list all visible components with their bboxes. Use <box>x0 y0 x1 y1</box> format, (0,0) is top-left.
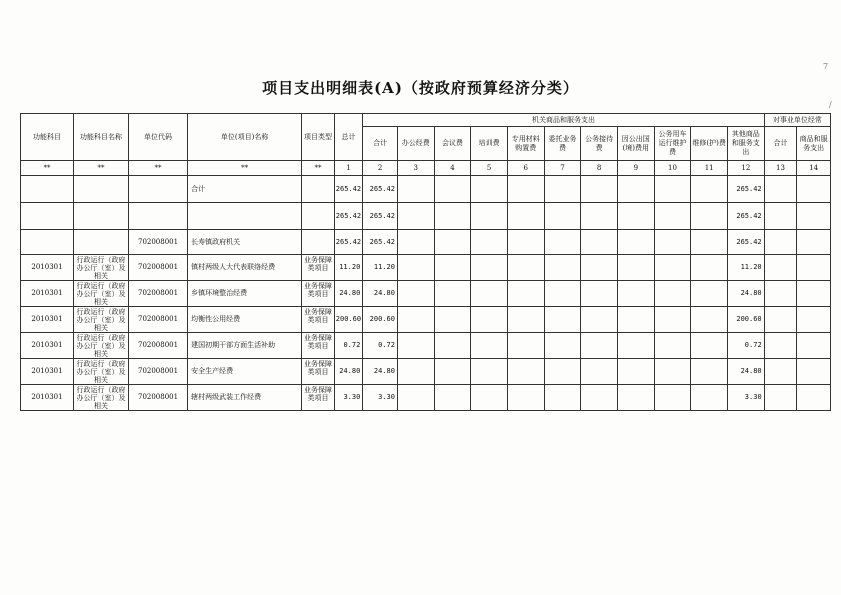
cell-empty <box>654 203 691 230</box>
cell-func-code: 2010301 <box>21 255 74 281</box>
cell-unit-name: 长寿镇政府机关 <box>188 230 302 255</box>
cell-empty <box>797 230 831 255</box>
cell-total: 24.80 <box>334 281 363 307</box>
table-row <box>21 307 831 333</box>
cell-total: 24.80 <box>334 359 363 385</box>
cell-empty <box>581 307 618 333</box>
cell-func-code: 2010301 <box>21 333 74 359</box>
cell-unit-code: 702008001 <box>128 255 187 281</box>
header-func-code: 功能科目 <box>21 114 74 161</box>
cell-empty <box>507 176 544 203</box>
cell-subtotal: 265.42 <box>363 203 398 230</box>
cell-empty <box>764 230 797 255</box>
cell-empty <box>581 176 618 203</box>
cell-empty <box>654 176 691 203</box>
cell-empty <box>471 203 508 230</box>
header-sub: 合计 <box>363 127 398 161</box>
cell-empty <box>654 307 691 333</box>
index-cell: 8 <box>581 161 618 176</box>
cell-unit-code: 702008001 <box>128 281 187 307</box>
cell-total: 200.60 <box>334 307 363 333</box>
cell-empty <box>544 230 581 255</box>
cell-project-type <box>302 230 335 255</box>
cell-subtotal: 24.80 <box>363 359 398 385</box>
index-cell: 11 <box>691 161 728 176</box>
table-row <box>21 385 831 411</box>
cell-empty <box>654 255 691 281</box>
cell-empty <box>507 359 544 385</box>
cell-total: 265.42 <box>334 230 363 255</box>
cell-unit-name: 建国初期干部方面生活补助 <box>188 333 302 359</box>
cell-empty <box>434 176 471 203</box>
cell-func-name-text: 行政运行（政府办公厅（室）及相关 <box>76 359 126 384</box>
cell-empty <box>581 230 618 255</box>
cell-empty <box>764 307 797 333</box>
cell-func-name <box>73 307 128 333</box>
cell-empty <box>617 176 654 203</box>
cell-empty <box>471 359 508 385</box>
cell-empty <box>397 281 434 307</box>
cell-empty <box>654 385 691 411</box>
cell-empty <box>507 203 544 230</box>
cell-empty <box>691 230 728 255</box>
index-cell: ** <box>21 161 74 176</box>
cell-func-code: 2010301 <box>21 359 74 385</box>
cell-func-code: 2010301 <box>21 281 74 307</box>
cell-empty <box>764 359 797 385</box>
header-sub: 公务用车运行维护费 <box>654 127 691 161</box>
cell-unit-code: 702008001 <box>128 230 187 255</box>
header-sub: 合计 <box>764 127 797 161</box>
cell-empty <box>797 203 831 230</box>
cell-other-goods: 265.42 <box>727 176 764 203</box>
cell-empty <box>617 230 654 255</box>
cell-empty <box>654 359 691 385</box>
cell-empty <box>471 333 508 359</box>
cell-empty <box>617 333 654 359</box>
cell-func-name-text <box>75 230 127 254</box>
cell-empty <box>507 385 544 411</box>
cell-empty <box>797 176 831 203</box>
cell-project-type-text: 业务保障类项目 <box>303 307 332 324</box>
cell-empty <box>764 176 797 203</box>
cell-total: 265.42 <box>334 176 363 203</box>
cell-func-code <box>21 176 74 203</box>
table-row <box>21 281 831 307</box>
cell-empty <box>691 176 728 203</box>
cell-empty <box>471 385 508 411</box>
cell-empty <box>797 281 831 307</box>
cell-empty <box>581 333 618 359</box>
cell-empty <box>581 281 618 307</box>
cell-empty <box>434 203 471 230</box>
header-func-name: 功能科目名称 <box>73 114 128 161</box>
cell-empty <box>764 385 797 411</box>
edge-mark-side: / <box>829 100 832 109</box>
cell-func-name <box>73 359 128 385</box>
cell-empty <box>691 255 728 281</box>
expenditure-table <box>20 113 831 411</box>
cell-unit-name: 均衡性公用经费 <box>188 307 302 333</box>
cell-func-name-text <box>75 204 127 228</box>
cell-empty <box>764 203 797 230</box>
cell-empty <box>507 333 544 359</box>
header-sub: 维修(护)费 <box>691 127 728 161</box>
cell-empty <box>654 281 691 307</box>
cell-empty <box>617 307 654 333</box>
cell-func-name-text: 行政运行（政府办公厅（室）及相关 <box>76 333 126 358</box>
index-cell: ** <box>188 161 302 176</box>
cell-project-type-text: 业务保障类项目 <box>303 385 332 402</box>
cell-unit-name: 乡镇环境整治经费 <box>188 281 302 307</box>
index-cell: 13 <box>764 161 797 176</box>
cell-empty <box>434 359 471 385</box>
cell-project-type <box>302 307 335 333</box>
cell-total: 265.42 <box>334 203 363 230</box>
index-cell: 5 <box>471 161 508 176</box>
cell-empty <box>397 385 434 411</box>
cell-func-name-text: 行政运行（政府办公厅（室）及相关 <box>76 281 126 306</box>
header-sub: 委托业务费 <box>544 127 581 161</box>
index-cell: ** <box>128 161 187 176</box>
cell-unit-name: 镇村两级人大代表联络经费 <box>188 255 302 281</box>
cell-empty <box>764 281 797 307</box>
index-cell: 2 <box>363 161 398 176</box>
header-sub: 专用材料购置费 <box>507 127 544 161</box>
cell-unit-code: 702008001 <box>128 385 187 411</box>
cell-empty <box>397 255 434 281</box>
cell-func-name <box>73 255 128 281</box>
cell-empty <box>691 385 728 411</box>
cell-project-type <box>302 385 335 411</box>
cell-func-name <box>73 203 128 230</box>
header-group-goods-services: 机关商品和服务支出 <box>363 114 764 127</box>
index-cell: 9 <box>617 161 654 176</box>
cell-project-type-text <box>303 204 333 228</box>
cell-project-type <box>302 255 335 281</box>
table-row <box>21 255 831 281</box>
cell-empty <box>471 230 508 255</box>
cell-empty <box>581 255 618 281</box>
cell-empty <box>397 203 434 230</box>
cell-empty <box>654 230 691 255</box>
cell-project-type <box>302 281 335 307</box>
cell-empty <box>544 359 581 385</box>
cell-func-name-text <box>75 177 127 201</box>
cell-other-goods: 265.42 <box>727 230 764 255</box>
cell-empty <box>507 281 544 307</box>
cell-subtotal: 0.72 <box>363 333 398 359</box>
cell-empty <box>764 333 797 359</box>
cell-empty <box>581 359 618 385</box>
cell-project-type-text <box>303 177 333 201</box>
cell-empty <box>797 385 831 411</box>
cell-empty <box>471 255 508 281</box>
table-row <box>21 176 831 203</box>
index-cell: ** <box>302 161 335 176</box>
cell-empty <box>544 281 581 307</box>
cell-project-type-text: 业务保障类项目 <box>303 255 332 272</box>
index-row <box>21 161 831 176</box>
header-row-1 <box>21 114 831 127</box>
index-cell: 4 <box>434 161 471 176</box>
cell-empty <box>397 307 434 333</box>
cell-other-goods: 0.72 <box>727 333 764 359</box>
header-unit-name: 单位(项目)名称 <box>188 114 302 161</box>
cell-func-name <box>73 281 128 307</box>
cell-empty <box>544 255 581 281</box>
cell-project-type-text: 业务保障类项目 <box>303 333 332 350</box>
cell-unit-code: 702008001 <box>128 359 187 385</box>
cell-empty <box>434 281 471 307</box>
cell-unit-name: 辖村两级武装工作经费 <box>188 385 302 411</box>
cell-func-name <box>73 385 128 411</box>
index-cell: 14 <box>797 161 831 176</box>
cell-subtotal: 11.20 <box>363 255 398 281</box>
cell-unit-code <box>128 203 187 230</box>
cell-empty <box>434 255 471 281</box>
cell-empty <box>691 333 728 359</box>
cell-other-goods: 11.20 <box>727 255 764 281</box>
cell-other-goods: 200.60 <box>727 307 764 333</box>
cell-empty <box>617 359 654 385</box>
page-title: 项目支出明细表(A)（按政府预算经济分类） <box>262 79 579 97</box>
cell-empty <box>691 281 728 307</box>
cell-func-code <box>21 230 74 255</box>
header-unit-code: 单位代码 <box>128 114 187 161</box>
cell-empty <box>797 333 831 359</box>
cell-func-name-text: 行政运行（政府办公厅（室）及相关 <box>76 255 126 280</box>
cell-project-type <box>302 176 335 203</box>
cell-empty <box>507 255 544 281</box>
cell-empty <box>507 230 544 255</box>
cell-project-type <box>302 359 335 385</box>
cell-project-type <box>302 203 335 230</box>
cell-subtotal: 200.60 <box>363 307 398 333</box>
cell-empty <box>691 203 728 230</box>
cell-total: 11.20 <box>334 255 363 281</box>
cell-unit-name: 合计 <box>188 176 302 203</box>
index-cell: 7 <box>544 161 581 176</box>
cell-empty <box>617 281 654 307</box>
header-sub: 商品和服务支出 <box>797 127 831 161</box>
cell-empty <box>581 203 618 230</box>
cell-func-name-text: 行政运行（政府办公厅（室）及相关 <box>76 307 126 332</box>
header-sub: 因公出国(境)费用 <box>617 127 654 161</box>
index-cell: 6 <box>507 161 544 176</box>
cell-empty <box>691 359 728 385</box>
cell-project-type-text: 业务保障类项目 <box>303 281 332 298</box>
cell-empty <box>544 203 581 230</box>
cell-total: 0.72 <box>334 333 363 359</box>
cell-empty <box>434 385 471 411</box>
cell-total: 3.30 <box>334 385 363 411</box>
cell-empty <box>434 307 471 333</box>
cell-empty <box>397 230 434 255</box>
cell-empty <box>691 307 728 333</box>
cell-func-code <box>21 203 74 230</box>
cell-unit-code: 702008001 <box>128 333 187 359</box>
cell-func-name <box>73 176 128 203</box>
cell-empty <box>544 176 581 203</box>
table-row <box>21 203 831 230</box>
cell-func-code: 2010301 <box>21 307 74 333</box>
cell-empty <box>471 307 508 333</box>
cell-empty <box>617 203 654 230</box>
header-project-type: 项目类型 <box>302 114 335 161</box>
table-row <box>21 333 831 359</box>
edge-mark-top: 7 <box>823 62 829 71</box>
cell-empty <box>797 307 831 333</box>
cell-other-goods: 24.80 <box>727 281 764 307</box>
table-row <box>21 359 831 385</box>
cell-empty <box>797 359 831 385</box>
index-cell: 3 <box>397 161 434 176</box>
index-cell: 12 <box>727 161 764 176</box>
cell-unit-name: 安全生产经费 <box>188 359 302 385</box>
cell-empty <box>434 230 471 255</box>
cell-empty <box>471 281 508 307</box>
cell-subtotal: 24.80 <box>363 281 398 307</box>
index-cell: 10 <box>654 161 691 176</box>
cell-func-name-text: 行政运行（政府办公厅（室）及相关 <box>76 385 126 410</box>
cell-unit-code <box>128 176 187 203</box>
header-total: 总计 <box>334 114 363 161</box>
cell-empty <box>544 333 581 359</box>
cell-func-code: 2010301 <box>21 385 74 411</box>
header-sub: 办公经费 <box>397 127 434 161</box>
cell-other-goods: 265.42 <box>727 203 764 230</box>
cell-empty <box>617 255 654 281</box>
cell-empty <box>764 255 797 281</box>
header-sub: 公务接待费 <box>581 127 618 161</box>
table-row <box>21 230 831 255</box>
cell-project-type-text <box>303 230 333 254</box>
header-sub: 培训费 <box>471 127 508 161</box>
cell-subtotal: 265.42 <box>363 176 398 203</box>
cell-func-name <box>73 333 128 359</box>
cell-empty <box>581 385 618 411</box>
cell-other-goods: 24.80 <box>727 359 764 385</box>
cell-func-name <box>73 230 128 255</box>
cell-empty <box>434 333 471 359</box>
header-group-institution: 对事业单位经常 <box>764 114 830 127</box>
header-sub: 会议费 <box>434 127 471 161</box>
cell-project-type-text: 业务保障类项目 <box>303 359 332 376</box>
cell-empty <box>617 385 654 411</box>
cell-empty <box>471 176 508 203</box>
cell-subtotal: 265.42 <box>363 230 398 255</box>
cell-empty <box>397 176 434 203</box>
cell-empty <box>507 307 544 333</box>
cell-empty <box>544 307 581 333</box>
cell-unit-name <box>188 203 302 230</box>
header-sub: 其他商品和服务支出 <box>727 127 764 161</box>
table-body <box>21 176 831 411</box>
index-cell: ** <box>73 161 128 176</box>
cell-empty <box>654 333 691 359</box>
index-cell: 1 <box>334 161 363 176</box>
cell-project-type <box>302 333 335 359</box>
cell-empty <box>544 385 581 411</box>
cell-other-goods: 3.30 <box>727 385 764 411</box>
cell-empty <box>397 333 434 359</box>
cell-empty <box>397 359 434 385</box>
cell-unit-code: 702008001 <box>128 307 187 333</box>
cell-subtotal: 3.30 <box>363 385 398 411</box>
cell-empty <box>797 255 831 281</box>
